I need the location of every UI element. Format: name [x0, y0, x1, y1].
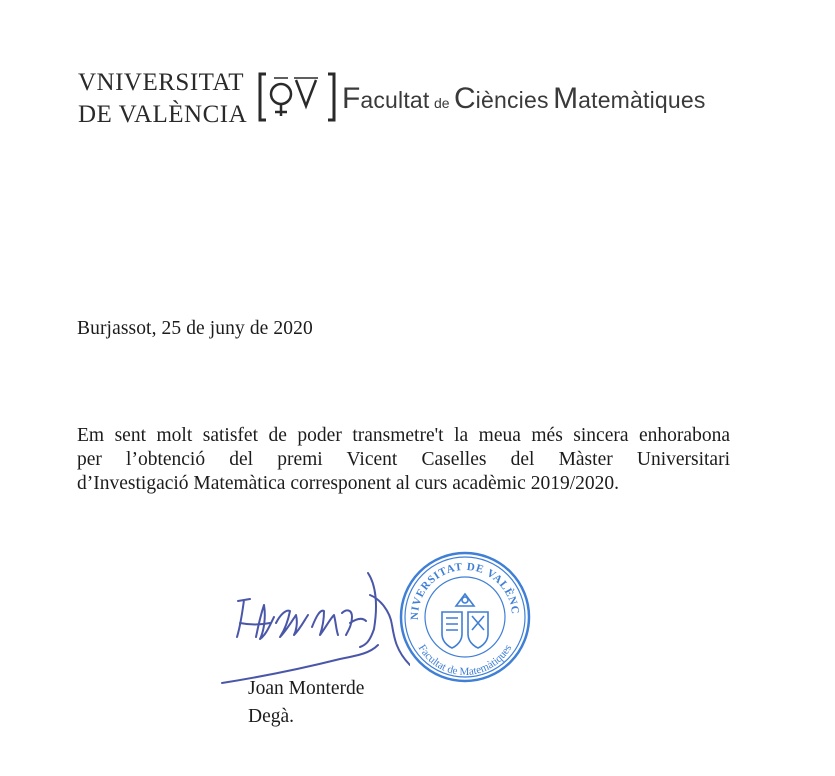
- seal-outer-text: NIVERSITAT DE VALÈNC: [408, 560, 522, 621]
- letter-date: Burjassot, 25 de juny de 2020: [77, 318, 313, 339]
- signer-role: Degà.: [248, 706, 295, 727]
- seal-inner-text: Facultat de Matemàtiques: [415, 642, 515, 679]
- faculty-initial-f: F: [342, 82, 361, 115]
- handwritten-signature: [220, 565, 410, 695]
- letter-body: [77, 424, 730, 496]
- faculty-word-facultat: acultat: [360, 87, 430, 113]
- body-line: per l’obtenció del premi Vicent Caselles del Màster Universitari: [77, 449, 730, 470]
- faculty-word-ciencies: iències: [475, 87, 549, 113]
- university-seal: [398, 550, 532, 684]
- body-line: Em sent molt satisfet de poder transmetre't la meua més sincera enhorabona: [77, 425, 730, 446]
- body-line: d’Investigació Matemàtica corresponent al curs acadèmic 2019/2020.: [77, 473, 620, 494]
- university-emblem-icon: [260, 74, 334, 120]
- faculty-initial-m: M: [553, 82, 579, 115]
- faculty-word-matematiques: atemàtiques: [578, 87, 706, 113]
- faculty-initial-c: C: [453, 82, 476, 115]
- signer-name: Joan Monterde: [248, 678, 365, 699]
- letterhead: [76, 66, 776, 130]
- university-name-line2: DE VALÈNCIA: [78, 101, 248, 128]
- university-logo: [76, 66, 336, 130]
- faculty-word-de: de: [433, 95, 450, 111]
- university-name-line1: VNIVERSITAT: [78, 69, 244, 96]
- faculty-name: [342, 82, 706, 116]
- coat-of-arms-icon: [442, 594, 488, 648]
